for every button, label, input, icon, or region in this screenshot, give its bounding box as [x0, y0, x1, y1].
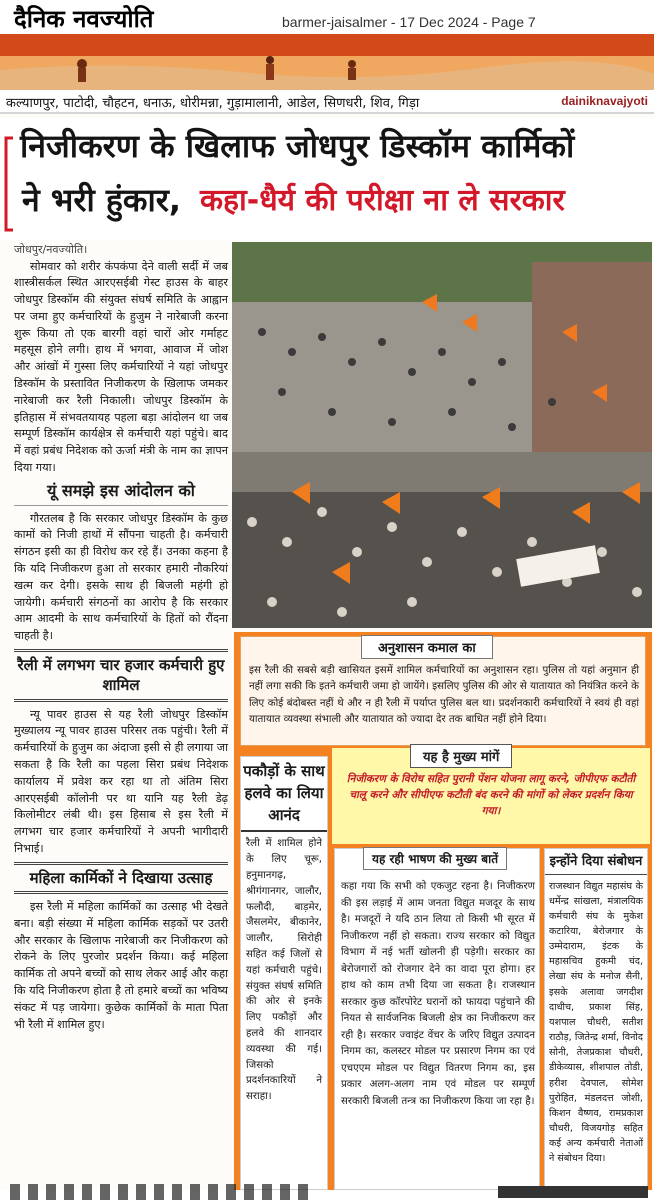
brand-handle: dainiknavajyoti	[561, 94, 648, 108]
headline-block	[0, 118, 654, 240]
speech-text: कहा गया कि सभी को एकजुट रहना है। निजीकरण की इस लड़ाई में आम जनता विद्युत मजदूर के साथ है। मजदूरों ने यदि ठान लिया तो किसी भी सूरत में निजीकरण नहीं हो सकता। राज्य सरकार को विद्युत विभाग में नई भर्ती खोलनी ही पड़ेगी। सरकार का बेरोजगारों को रोजगार देने का वादा पूरा होगा। हर हाथ को काम तभी दिया जा सकता है। राजस्थान सरकार कुछ कॉरपोरेट घरानों को फायदा पहुंचाने की नियत से सार्वजनिक बिजली क्षेत्र का निजीकरण कर रही है। सरकार ज्वाइंट वेंचर के जरिए विद्युत उत्पादन निगम का, कलस्टर मोडल पर प्रसारण निगम का एवं एचएएम मोडल पर विद्युत वितरण निगम का, इस प्रकार अलग-अलग नाम एवं मोडल पर सम्पूर्ण सरकारी बिजली तन्त्र का निजीकरण किया जा रहा है।	[341, 881, 535, 1107]
subheading-2: रैली में लगभग चार हजार कर्मचारी हुए शामिल	[14, 649, 228, 702]
headline-line-1: निजीकरण के खिलाफ जोधपुर डिस्कॉम कार्मिकों	[20, 127, 575, 165]
crowd-photo-image	[232, 242, 652, 452]
masthead	[0, 0, 654, 34]
pakode-text: रैली में शामिल होने के लिए चूरू, हनुमानगढ़, श्रीगंगानगर, जालौर, फलौदी, बाड़मेर, जैसलमेर, बीकानेर, जालौर, सिरोही सहित कई जिलों से यहां कर्मचारी पहुंचे। संयुक्त संघर्ष समिति की ओर से इनके लिए पकौड़ों और हलवे की शानदार व्यवस्था की गई। जिसको प्रदर्शनकारियों ने सराहा।	[246, 838, 322, 1103]
desert-banner-image	[0, 34, 654, 90]
discipline-title: अनुशासन कमाल का	[361, 635, 493, 659]
article-paragraph-3: न्यू पावर हाउस से यह रैली जोधपुर डिस्कॉम मुख्यालय न्यू पावर हाउस परिसर तक पहुंची। रैली में कर्मचारियों के हुजुम का अंदाजा इसी से ही लगाया जा सकता है कि रैली का पहला सिरा प्रबंध निदेशक कार्यालय में प्रवेश कर रहा था तो अंतिम सिरा आरएसईबी कॉलोनी पर था यानि यह रैली डेढ़ किलोमीटर लंबी थी। इस हिसाब से इस रैली में लगभग चार हजार कर्मचारियों ने अपनी भागीदारी निभाई।	[14, 707, 228, 855]
subheading-1: यूं समझे इस आंदोलन को	[14, 481, 228, 506]
towns-list: कल्याणपुर, पाटोदी, चौहटन, धनाऊ, धोरीमन्ना, गुड़ामालानी, आडेल, सिणधरी, शिव, गिड़ा	[6, 96, 420, 111]
speakers-text: राजस्थान विद्युत महासंघ के धर्मेन्द्र सांखला, मंत्रालयिक कर्मचारी संघ के मुकेश कटारिया, बेरोजगार के उम्मेदाराम, इंटक के महासचिव हुकमी चंद, लेखा संघ के मनोज सैनी, इसके अलावा जगदीश दाधीच, प्रकाश सिंह, यशपाल चौधरी, सतीश राठौड़, जितेन्द्र शर्मा, विनोद सोनी, तेजप्रकाश चौधरी, डीकेव्यास, शीशपाल तोडी, हरीश देवपाल, सोमेश पुरोहित, मंडलदत्त जोशी, किशन वैष्णव, रामप्रकाश चौधरी, विजयगोड़ सहित कई अन्य कर्मचारी नेताओं ने संबोधन दिया।	[549, 880, 643, 1165]
speech-title: यह रही भाषण की मुख्य बातें	[363, 847, 507, 870]
rally-photo-1	[232, 242, 652, 452]
dateline: जोधपुर/नवज्योति।	[14, 243, 88, 256]
banner-photo	[0, 34, 654, 90]
cut-off-ad	[498, 1186, 648, 1198]
crowd-photo-image-2	[232, 452, 652, 628]
demands-title: यह है मुख्य मांगें	[410, 744, 512, 768]
newspaper-logo: दैनिक नवज्योति	[14, 4, 154, 33]
discipline-text: इस रैली की सबसे बड़ी खासियत इसमें शामिल कर्मचारियों का अनुशासन रहा। पुलिस तो यहां अनुमान ही नहीं लगा सकी कि इतने कर्मचारी जमा हो जायेंगे। इसलिए पुलिस की ओर से यातायात को नियंत्रित करने के लिए कोई बंदोबस्त नहीं थे और न ही रैली में पर्याप्त पुलिस बल था। प्रदर्शनकारी कर्मचारियों ने स्वयं ही वहां यातायात व्यवस्था संभाली और यातायात को ज्यादा देर तक बाधित नहीं होने दिया।	[249, 665, 639, 725]
speakers-title: इन्होंने दिया संबोधन	[545, 849, 647, 875]
discipline-box	[240, 636, 646, 746]
speech-box	[334, 848, 540, 1190]
subheading-3: महिला कार्मिकों ने दिखाया उत्साह	[14, 862, 228, 894]
rally-photo-2	[232, 452, 652, 628]
towns-strip	[0, 90, 654, 114]
pakode-box	[240, 756, 328, 1190]
headline-line-2: ने भरी हुंकार,	[22, 181, 182, 219]
article-paragraph-4: इस रैली में महिला कार्मिकों का उत्साह भी देखते बना। बड़ी संख्या में महिला कार्मिक सड़कों पर उतरी और सरकार के खिलाफ नारेबाजी कर निजीकरण को रोकने के लिए पुरजोर प्रदर्शन किया। कई महिला कार्मिक तो अपने बच्चों को साथ लेकर आई और कहा कि यदि निजीकरण होता है तो हमारे बच्चों का भविष्य संकट में पड़ जायेगा। कुछेक कार्मिकों के माता पिता भी रैली में शामिल हुए।	[14, 899, 228, 1031]
pakode-title: पकौड़ों के साथ हलवे का लिया आनंद	[241, 757, 327, 832]
headline-highlight: कहा-धैर्य की परीक्षा ना ले सरकार	[200, 183, 565, 218]
demands-box	[332, 748, 650, 844]
article-paragraph-1: सोमवार को शरीर कंपकंपा देने वाली सर्दी में जब शास्त्रीसर्कल स्थित आरएसईबी गेस्ट हाउस के बाहर जोधपुर डिस्कॉम की संयुक्त संघर्ष समिति के आह्वान पर जमा हुए कर्मचारियों के हुजुम ने नारेबाजी करना शुरू किया तो एक बारगी वहां चारों ओर गर्माहट महसूस होने लगी। हाथ में भगवा, आवाज में जोश और आंखों में गुस्सा लिए कर्मचारियों ने यहां जोधपुर डिस्कॉम के प्रस्तावित निजीकरण के खिलाफ जमकर नारेबाजी कर रैली निकाली। जोधपुर डिस्कॉम के इतिहास में संभवतयायह पहला बड़ा आंदोलन था जब सम्पूर्ण डिस्कॉम कार्यक्षेत्र से कर्मचारी यहां पहुंचे। बाद में वहां प्रबंध निदेशक को ऊर्जा मंत्री के नाम का ज्ञापन दिया गया।	[14, 259, 228, 475]
edition-info: barmer-jaisalmer - 17 Dec 2024 - Page 7	[282, 14, 536, 30]
demands-text: निजीकरण के विरोध सहित पुरानी पेंशन योजना लागू करने, जीपीएफ कटौती चालू करने और सीपीएफ कटौती बंद करने की मांगों को लेकर प्रदर्शन किया गया।	[346, 773, 636, 817]
article-paragraph-2: गौरतलब है कि सरकार जोधपुर डिस्कॉम के कुछ कामों को निजी हाथों में सौंपना चाहती है। कर्मचारी संगठन इसी का ही विरोध कर रहे हैं। उनका कहना है कि यदि निजीकरण हुआ तो सरकार हमारी नौकरियां खत्म कर देगी। इसके साथ ही बिजली महंगी हो जायेगी। कर्मचारी संगठनों का आरोप है कि सरकार आम आदमी के साथ कर्मचारियों के हितों को रौंदना चाहती है।	[14, 511, 228, 643]
main-article-column	[14, 242, 228, 1033]
cut-off-headline	[10, 1184, 310, 1200]
next-article-fragment	[0, 1190, 654, 1200]
speakers-box	[544, 848, 648, 1190]
headline-bracket-icon	[4, 136, 14, 232]
